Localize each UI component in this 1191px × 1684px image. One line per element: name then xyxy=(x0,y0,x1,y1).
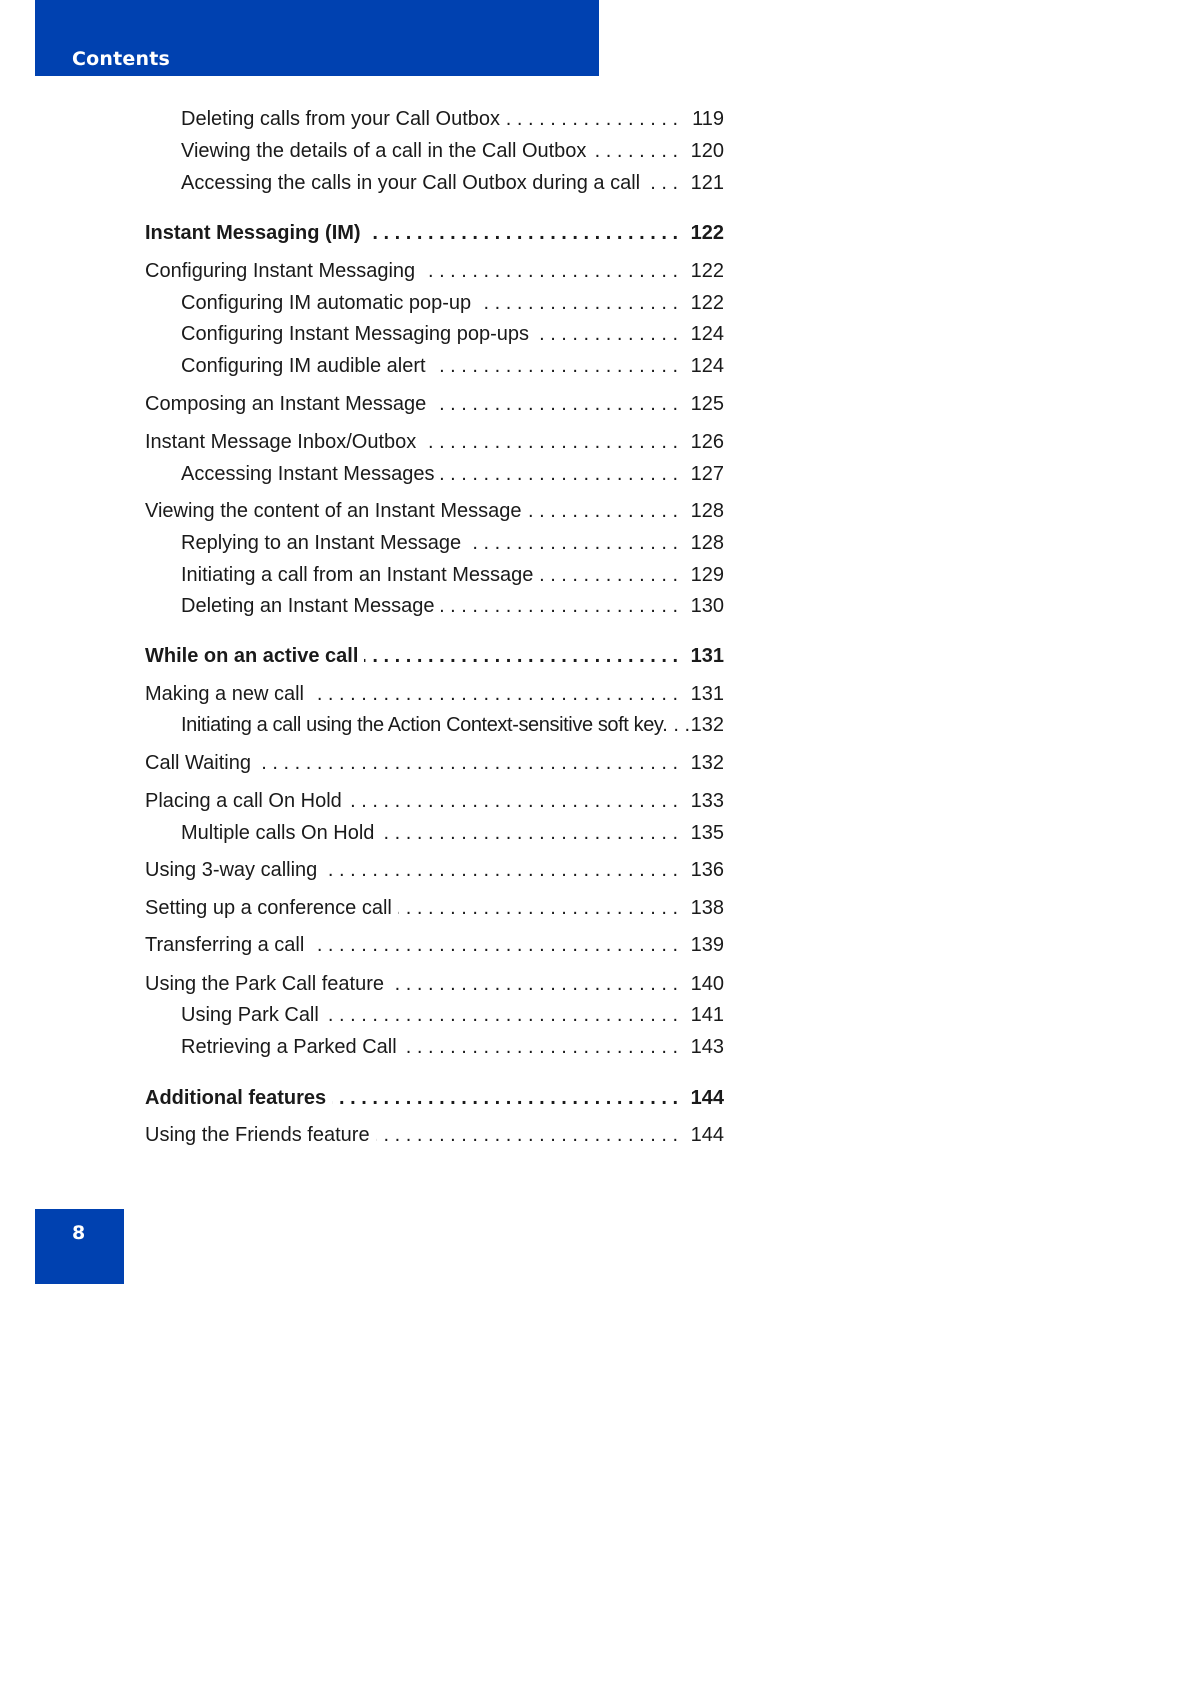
toc-entry[interactable] xyxy=(145,498,724,524)
toc-dot-leader xyxy=(348,788,678,814)
toc-entry-title: Call Waiting xyxy=(145,752,251,774)
toc-entry-page: 144 xyxy=(690,1124,724,1146)
toc-dot-leader xyxy=(664,712,690,738)
toc-entry-page: 131 xyxy=(690,683,724,705)
toc-entry-page: 144 xyxy=(690,1087,724,1109)
toc-entry-page: 139 xyxy=(690,934,724,956)
toc-entry-title: Making a new call xyxy=(145,683,304,705)
toc-entry-page: 131 xyxy=(690,645,724,667)
toc-entry[interactable] xyxy=(181,321,724,347)
toc-entry-page: 135 xyxy=(690,822,724,844)
toc-entry-title: Instant Message Inbox/Outbox xyxy=(145,431,417,453)
toc-entry[interactable] xyxy=(145,788,724,814)
toc-entry-title: Replying to an Instant Message xyxy=(181,532,462,554)
toc-entry[interactable] xyxy=(181,290,724,316)
toc-entry-page: 129 xyxy=(690,564,724,586)
toc-entry-title: Accessing the calls in your Call Outbox during a call xyxy=(181,172,641,194)
toc-entry-title: Configuring IM automatic pop-up xyxy=(181,292,472,314)
toc-entry-title: Composing an Instant Message xyxy=(145,393,427,415)
toc-dot-leader xyxy=(325,1002,678,1028)
toc-entry-title: Viewing the content of an Instant Message xyxy=(145,500,522,522)
toc-entry-title: Instant Messaging (IM) xyxy=(145,222,361,244)
toc-entry[interactable] xyxy=(181,712,724,738)
toc-dot-leader xyxy=(539,562,678,588)
toc-entry[interactable] xyxy=(145,857,724,883)
toc-entry-page: 124 xyxy=(690,355,724,377)
toc-entry[interactable] xyxy=(181,1002,724,1028)
toc-entry[interactable] xyxy=(181,562,724,588)
toc-dot-leader xyxy=(380,820,678,846)
toc-entry-page: 122 xyxy=(690,222,724,244)
toc-entry-page: 127 xyxy=(690,463,724,485)
toc-entry-page: 125 xyxy=(690,393,724,415)
toc-entry[interactable] xyxy=(145,258,724,284)
page-title: Contents xyxy=(72,48,171,70)
toc-entry-title: Deleting an Instant Message xyxy=(181,595,435,617)
toc-entry-page: 132 xyxy=(690,714,724,736)
toc-entry-page: 122 xyxy=(690,260,724,282)
toc-entry[interactable] xyxy=(145,681,724,707)
toc-entry[interactable] xyxy=(181,530,724,556)
toc-entry-page: 128 xyxy=(690,532,724,554)
toc-dot-leader xyxy=(432,353,678,379)
toc-entry-page: 124 xyxy=(690,323,724,345)
toc-entry-title: Viewing the details of a call in the Call Outbox xyxy=(181,140,587,162)
toc-entry-page: 140 xyxy=(690,973,724,995)
toc-dot-leader xyxy=(528,498,678,524)
toc-entry-page: 130 xyxy=(690,595,724,617)
toc-entry[interactable] xyxy=(145,750,724,776)
toc-section-entry[interactable] xyxy=(145,220,724,246)
toc-entry-title: Initiating a call from an Instant Message xyxy=(181,564,534,586)
toc-entry-title: Using the Park Call feature xyxy=(145,973,385,995)
toc-entry-page: 138 xyxy=(690,897,724,919)
toc-entry-title: Configuring Instant Messaging xyxy=(145,260,416,282)
toc-entry[interactable] xyxy=(145,932,724,958)
toc-entry[interactable] xyxy=(181,593,724,619)
toc-entry-page: 133 xyxy=(690,790,724,812)
toc-entry-title: Transferring a call xyxy=(145,934,305,956)
toc-entry-title: Setting up a conference call xyxy=(145,897,392,919)
toc-entry-title: Additional features xyxy=(145,1087,327,1109)
toc-entry-title: Using the Friends feature xyxy=(145,1124,370,1146)
toc-dot-leader xyxy=(310,681,678,707)
toc-section-entry[interactable] xyxy=(145,1085,724,1111)
toc-entry-page: 119 xyxy=(692,108,724,130)
toc-dot-leader xyxy=(441,593,679,619)
toc-dot-leader xyxy=(421,258,678,284)
toc-entry-title: Accessing Instant Messages xyxy=(181,463,435,485)
toc-entry[interactable] xyxy=(181,353,724,379)
toc-dot-leader xyxy=(506,106,678,132)
toc-entry-title: Placing a call On Hold xyxy=(145,790,342,812)
toc-dot-leader xyxy=(535,321,678,347)
toc-entry-title: While on an active call xyxy=(145,645,359,667)
toc-entry-page: 120 xyxy=(690,140,724,162)
page-number-box xyxy=(35,1209,124,1284)
toc-dot-leader xyxy=(422,429,678,455)
toc-entry[interactable] xyxy=(181,106,724,132)
toc-entry-title: Using Park Call xyxy=(181,1004,319,1026)
toc-entry-page: 141 xyxy=(690,1004,724,1026)
toc-entry-title: Initiating a call using the Action Context-sensitive soft key xyxy=(181,714,664,736)
toc-dot-leader xyxy=(257,750,678,776)
toc-dot-leader xyxy=(390,971,678,997)
toc-entry[interactable] xyxy=(145,895,724,921)
toc-section-entry[interactable] xyxy=(145,643,724,669)
toc-dot-leader xyxy=(323,857,678,883)
toc-entry[interactable] xyxy=(181,170,724,196)
toc-entry-title: Configuring Instant Messaging pop-ups xyxy=(181,323,529,345)
toc-entry[interactable] xyxy=(181,1034,724,1060)
toc-dot-leader xyxy=(646,170,678,196)
toc-dot-leader xyxy=(592,138,678,164)
toc-entry[interactable] xyxy=(145,429,724,455)
page-number: 8 xyxy=(72,1222,86,1244)
toc-entry-page: 121 xyxy=(690,172,724,194)
toc-entry-title: Using 3-way calling xyxy=(145,859,318,881)
toc-dot-leader xyxy=(367,220,678,246)
toc-entry[interactable] xyxy=(181,461,724,487)
toc-entry-page: 136 xyxy=(690,859,724,881)
toc-dot-leader xyxy=(398,895,678,921)
toc-entry[interactable] xyxy=(181,138,724,164)
toc-entry-title: Configuring IM audible alert xyxy=(181,355,426,377)
toc-dot-leader xyxy=(364,643,678,669)
toc-dot-leader xyxy=(310,932,678,958)
toc-entry-title: Multiple calls On Hold xyxy=(181,822,375,844)
toc-entry-page: 128 xyxy=(690,500,724,522)
toc-entry-page: 126 xyxy=(690,431,724,453)
toc-dot-leader xyxy=(440,461,678,487)
toc-dot-leader xyxy=(332,1085,678,1111)
toc-entry[interactable] xyxy=(145,971,724,997)
toc-dot-leader xyxy=(376,1122,678,1148)
toc-entry-title: Deleting calls from your Call Outbox xyxy=(181,108,501,130)
toc-entry-page: 132 xyxy=(690,752,724,774)
toc-dot-leader xyxy=(477,290,678,316)
toc-dot-leader xyxy=(432,391,678,417)
toc-entry-title: Retrieving a Parked Call xyxy=(181,1036,397,1058)
toc-entry-page: 122 xyxy=(690,292,724,314)
toc-entry[interactable] xyxy=(145,391,724,417)
toc-dot-leader xyxy=(403,1034,678,1060)
toc-entry[interactable] xyxy=(181,820,724,846)
toc-entry[interactable] xyxy=(145,1122,724,1148)
toc-dot-leader xyxy=(467,530,678,556)
toc-entry-page: 143 xyxy=(690,1036,724,1058)
